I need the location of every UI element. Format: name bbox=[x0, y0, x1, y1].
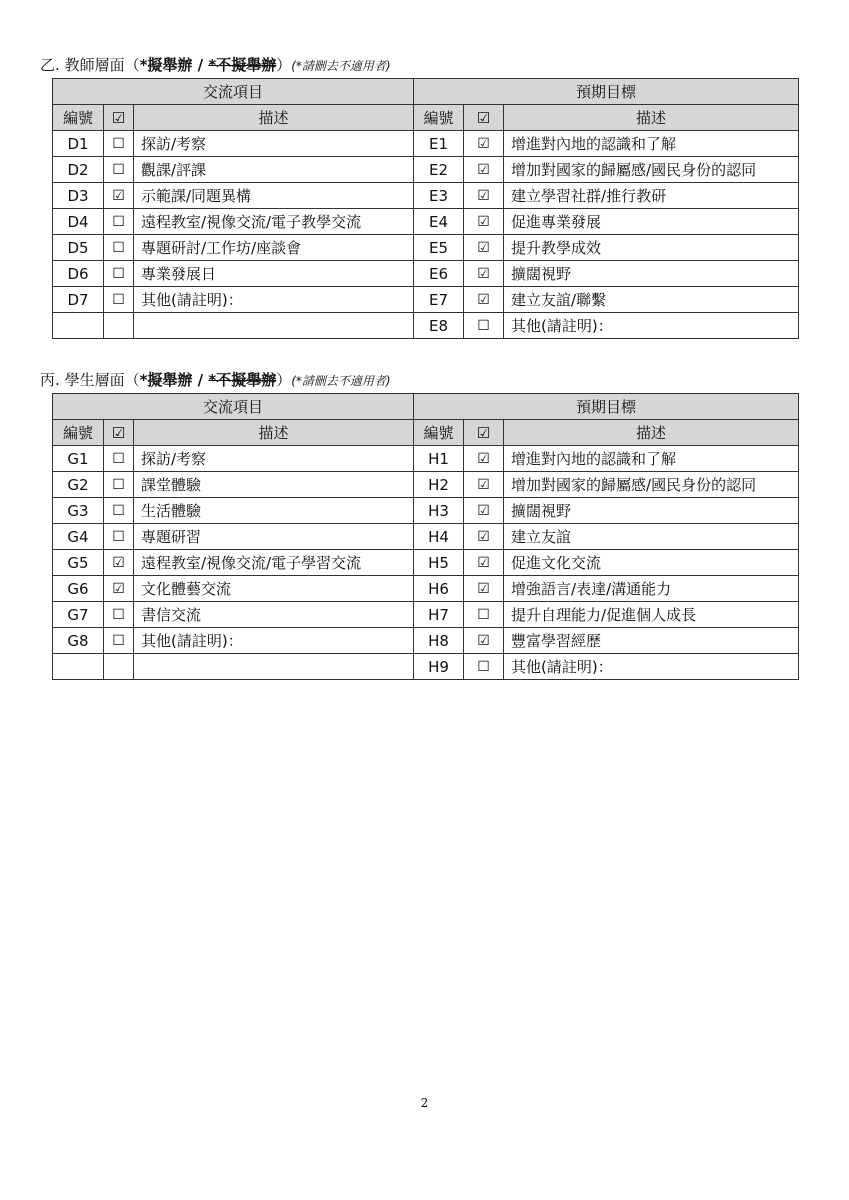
objective-checkbox[interactable]: ☑ bbox=[464, 261, 504, 287]
item-checkbox[interactable]: ☐ bbox=[104, 157, 134, 183]
item-code: G7 bbox=[53, 602, 104, 628]
table-row bbox=[53, 261, 799, 287]
item-checkbox[interactable]: ☐ bbox=[104, 602, 134, 628]
item-description: 遠程教室/視像交流/電子學習交流 bbox=[134, 550, 414, 576]
delete-note: (*請刪去不適用者) bbox=[291, 59, 391, 73]
section-prefix: 丙. bbox=[40, 371, 60, 389]
table-row bbox=[53, 498, 799, 524]
col-header-code: 編號 bbox=[414, 105, 464, 131]
objective-description: 建立友誼 bbox=[504, 524, 799, 550]
table-row bbox=[53, 131, 799, 157]
objective-description: 提升教學成效 bbox=[504, 235, 799, 261]
item-checkbox[interactable]: ☐ bbox=[104, 472, 134, 498]
col-header-code: 編號 bbox=[53, 420, 104, 446]
item-code: D5 bbox=[53, 235, 104, 261]
objective-description: 擴闊視野 bbox=[504, 261, 799, 287]
item-code bbox=[53, 313, 104, 339]
objective-code: E6 bbox=[414, 261, 464, 287]
col-header-desc: 描述 bbox=[504, 105, 799, 131]
section-title-student bbox=[40, 370, 391, 391]
item-code: G4 bbox=[53, 524, 104, 550]
col-header-check: ☑ bbox=[464, 420, 504, 446]
section-heading-close: ） bbox=[276, 371, 292, 389]
objective-code: E4 bbox=[414, 209, 464, 235]
item-checkbox bbox=[104, 313, 134, 339]
objective-checkbox[interactable]: ☑ bbox=[464, 157, 504, 183]
item-description: 生活體驗 bbox=[134, 498, 414, 524]
objective-code: H6 bbox=[414, 576, 464, 602]
table-row bbox=[53, 287, 799, 313]
option-organize: *擬舉辦 bbox=[139, 56, 193, 74]
table-row bbox=[53, 472, 799, 498]
objective-code: H9 bbox=[414, 654, 464, 680]
item-checkbox[interactable]: ☐ bbox=[104, 524, 134, 550]
section-heading: 學生層面（ bbox=[64, 371, 140, 389]
objective-checkbox[interactable]: ☑ bbox=[464, 446, 504, 472]
item-code: G8 bbox=[53, 628, 104, 654]
group-header-objectives: 預期目標 bbox=[414, 79, 799, 105]
table-row bbox=[53, 313, 799, 339]
objective-checkbox[interactable]: ☐ bbox=[464, 602, 504, 628]
objective-description: 建立學習社群/推行教研 bbox=[504, 183, 799, 209]
item-checkbox[interactable]: ☐ bbox=[104, 235, 134, 261]
item-description: 文化體藝交流 bbox=[134, 576, 414, 602]
objective-checkbox[interactable]: ☑ bbox=[464, 209, 504, 235]
objective-checkbox[interactable]: ☑ bbox=[464, 472, 504, 498]
option-not-organize: *不擬舉辦 bbox=[208, 371, 277, 389]
item-description: 遠程教室/視像交流/電子教學交流 bbox=[134, 209, 414, 235]
item-description bbox=[134, 654, 414, 680]
objective-checkbox[interactable]: ☐ bbox=[464, 654, 504, 680]
item-checkbox[interactable]: ☐ bbox=[104, 446, 134, 472]
item-code: G6 bbox=[53, 576, 104, 602]
objective-code: H3 bbox=[414, 498, 464, 524]
objective-checkbox[interactable]: ☑ bbox=[464, 235, 504, 261]
objective-code: H5 bbox=[414, 550, 464, 576]
col-header-desc: 描述 bbox=[134, 105, 414, 131]
table-row bbox=[53, 183, 799, 209]
item-description: 觀課/評課 bbox=[134, 157, 414, 183]
group-header-objectives: 預期目標 bbox=[414, 394, 799, 420]
item-description: 課堂體驗 bbox=[134, 472, 414, 498]
item-description: 探訪/考察 bbox=[134, 446, 414, 472]
section-prefix: 乙. bbox=[40, 56, 60, 74]
item-description bbox=[134, 313, 414, 339]
item-code: G3 bbox=[53, 498, 104, 524]
item-code: D2 bbox=[53, 157, 104, 183]
item-code: D4 bbox=[53, 209, 104, 235]
item-checkbox[interactable]: ☑ bbox=[104, 550, 134, 576]
option-not-organize: *不擬舉辦 bbox=[208, 56, 277, 74]
objective-code: E7 bbox=[414, 287, 464, 313]
objective-description: 豐富學習經歷 bbox=[504, 628, 799, 654]
item-code: D1 bbox=[53, 131, 104, 157]
objective-checkbox[interactable]: ☑ bbox=[464, 576, 504, 602]
item-code: G5 bbox=[53, 550, 104, 576]
item-description: 書信交流 bbox=[134, 602, 414, 628]
item-checkbox[interactable]: ☑ bbox=[104, 576, 134, 602]
option-organize: *擬舉辦 bbox=[139, 371, 193, 389]
table-row bbox=[53, 654, 799, 680]
table-row bbox=[53, 524, 799, 550]
option-separator: / bbox=[192, 371, 209, 389]
item-code bbox=[53, 654, 104, 680]
objective-description: 其他(請註明)： bbox=[504, 654, 799, 680]
objective-code: E1 bbox=[414, 131, 464, 157]
item-code: D6 bbox=[53, 261, 104, 287]
item-code: D3 bbox=[53, 183, 104, 209]
item-checkbox[interactable]: ☑ bbox=[104, 183, 134, 209]
item-checkbox[interactable]: ☐ bbox=[104, 209, 134, 235]
objective-description: 促進專業發展 bbox=[504, 209, 799, 235]
item-description: 專題研討/工作坊/座談會 bbox=[134, 235, 414, 261]
delete-note: (*請刪去不適用者) bbox=[291, 374, 391, 388]
section-heading: 教師層面（ bbox=[64, 56, 140, 74]
table-row bbox=[53, 235, 799, 261]
section-title-teacher bbox=[40, 55, 391, 76]
objective-description: 擴闊視野 bbox=[504, 498, 799, 524]
col-header-desc: 描述 bbox=[504, 420, 799, 446]
objective-checkbox[interactable]: ☑ bbox=[464, 183, 504, 209]
group-header-activities: 交流項目 bbox=[53, 79, 414, 105]
item-description: 其他(請註明)： bbox=[134, 287, 414, 313]
table-row bbox=[53, 628, 799, 654]
item-description: 示範課/同題異構 bbox=[134, 183, 414, 209]
option-separator: / bbox=[192, 56, 209, 74]
item-checkbox[interactable]: ☐ bbox=[104, 498, 134, 524]
item-description: 探訪/考察 bbox=[134, 131, 414, 157]
objective-code: E3 bbox=[414, 183, 464, 209]
objective-checkbox[interactable]: ☑ bbox=[464, 524, 504, 550]
item-code: G1 bbox=[53, 446, 104, 472]
col-header-code: 編號 bbox=[414, 420, 464, 446]
item-code: G2 bbox=[53, 472, 104, 498]
item-description: 其他(請註明)： bbox=[134, 628, 414, 654]
objective-description: 增進對內地的認識和了解 bbox=[504, 446, 799, 472]
item-checkbox[interactable]: ☐ bbox=[104, 628, 134, 654]
objective-description: 增進對內地的認識和了解 bbox=[504, 131, 799, 157]
objective-code: H8 bbox=[414, 628, 464, 654]
item-checkbox bbox=[104, 654, 134, 680]
item-checkbox[interactable]: ☐ bbox=[104, 261, 134, 287]
objective-code: E5 bbox=[414, 235, 464, 261]
student-table bbox=[52, 393, 799, 680]
col-header-check: ☑ bbox=[104, 420, 134, 446]
objective-description: 增強語言/表達/溝通能力 bbox=[504, 576, 799, 602]
item-checkbox[interactable]: ☐ bbox=[104, 287, 134, 313]
section-heading-close: ） bbox=[276, 56, 292, 74]
table-row bbox=[53, 446, 799, 472]
group-header-activities: 交流項目 bbox=[53, 394, 414, 420]
objective-description: 促進文化交流 bbox=[504, 550, 799, 576]
table-row bbox=[53, 209, 799, 235]
item-code: D7 bbox=[53, 287, 104, 313]
objective-code: H4 bbox=[414, 524, 464, 550]
objective-checkbox[interactable]: ☐ bbox=[464, 313, 504, 339]
objective-code: E8 bbox=[414, 313, 464, 339]
table-row bbox=[53, 576, 799, 602]
objective-description: 建立友誼/聯繫 bbox=[504, 287, 799, 313]
objective-description: 其他(請註明)： bbox=[504, 313, 799, 339]
objective-description: 增加對國家的歸屬感/國民身份的認同 bbox=[504, 157, 799, 183]
table-row bbox=[53, 602, 799, 628]
objective-code: H1 bbox=[414, 446, 464, 472]
item-description: 專業發展日 bbox=[134, 261, 414, 287]
item-description: 專題研習 bbox=[134, 524, 414, 550]
objective-code: H7 bbox=[414, 602, 464, 628]
teacher-table bbox=[52, 78, 799, 339]
objective-description: 增加對國家的歸屬感/國民身份的認同 bbox=[504, 472, 799, 498]
col-header-desc: 描述 bbox=[134, 420, 414, 446]
objective-code: H2 bbox=[414, 472, 464, 498]
objective-description: 提升自理能力/促進個人成長 bbox=[504, 602, 799, 628]
objective-checkbox[interactable]: ☑ bbox=[464, 550, 504, 576]
col-header-code: 編號 bbox=[53, 105, 104, 131]
table-row bbox=[53, 550, 799, 576]
page-number: 2 bbox=[420, 1096, 429, 1110]
objective-code: E2 bbox=[414, 157, 464, 183]
objective-checkbox[interactable]: ☑ bbox=[464, 628, 504, 654]
col-header-check: ☑ bbox=[104, 105, 134, 131]
objective-checkbox[interactable]: ☑ bbox=[464, 287, 504, 313]
item-checkbox[interactable]: ☐ bbox=[104, 131, 134, 157]
col-header-check: ☑ bbox=[464, 105, 504, 131]
objective-checkbox[interactable]: ☑ bbox=[464, 131, 504, 157]
objective-checkbox[interactable]: ☑ bbox=[464, 498, 504, 524]
table-row bbox=[53, 157, 799, 183]
